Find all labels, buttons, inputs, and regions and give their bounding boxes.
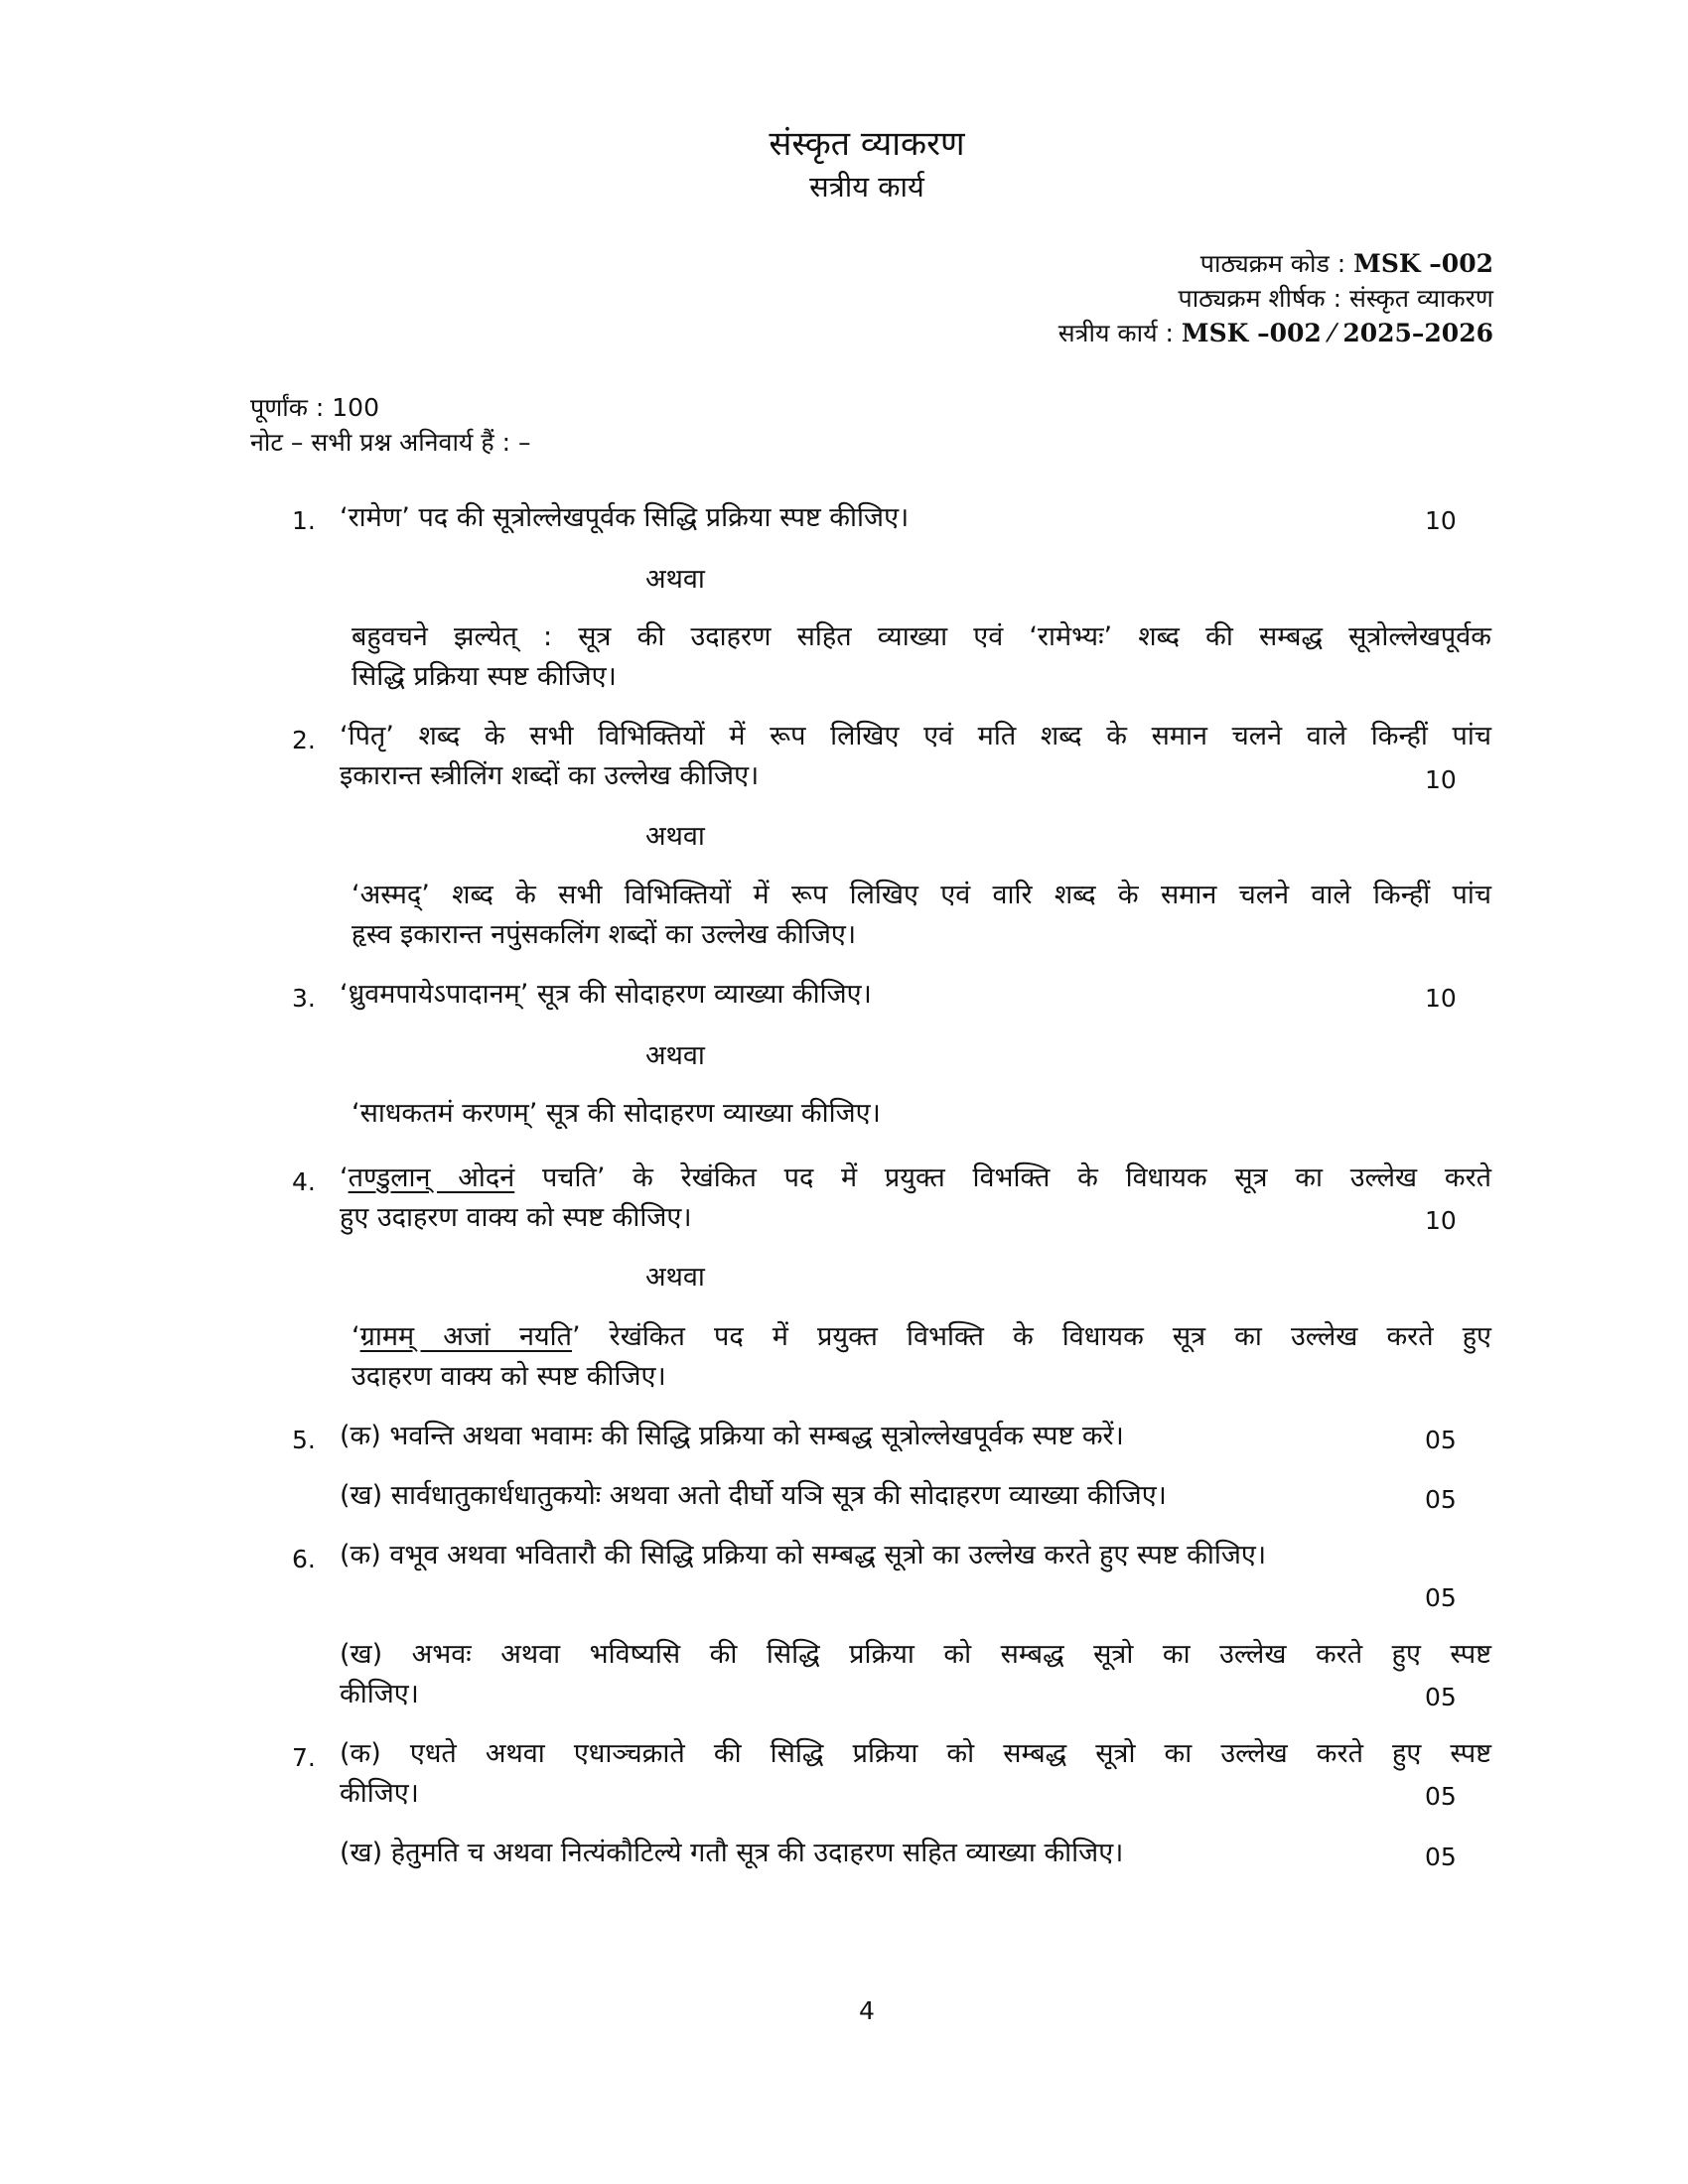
question-part: (ख) अभवः अथवा भविष्यसि की सिद्धि प्रक्रिया को सम्बद्ध सूत्रो का उल्लेख करते हुए स्पष्ट — [340, 1639, 1491, 1670]
question-alt-text — [352, 1323, 1491, 1350]
question-text: ‘पितृ’ शब्द के सभी विभिक्तियों में रूप लिखिए एवं मति शब्द के समान चलने वाले किन्हीं पांच — [340, 721, 1491, 751]
quote-mark: ‘ — [340, 1162, 349, 1193]
question-text: इकारान्त स्त्रीलिंग शब्दों का उल्लेख कीजिए। — [340, 760, 760, 791]
question-number: 3. — [292, 984, 316, 1013]
underlined-phrase: ग्रामम् अजां नयति — [359, 1321, 572, 1352]
question-number: 2. — [292, 726, 316, 754]
question-marks: 10 — [1425, 765, 1457, 794]
assignment-code — [1058, 321, 1493, 345]
question-part: कीजिए। — [340, 1778, 419, 1809]
question-alt-text: उदाहरण वाक्य को स्पष्ट कीजिए। — [352, 1361, 666, 1392]
question-marks: 05 — [1425, 1485, 1457, 1514]
question-number: 5. — [292, 1426, 316, 1454]
course-code-value: MSK –002 — [1353, 249, 1493, 278]
page-number: 4 — [859, 1996, 875, 2025]
question-text-rest: पचति’ के रेखंकित पद में प्रयुक्त विभक्ति के विधायक सूत्र का उल्लेख करते — [514, 1162, 1491, 1193]
question-alt-text: सिद्धि प्रक्रिया स्पष्ट कीजिए। — [352, 661, 617, 692]
question-part: (ख) हेतुमति च अथवा नित्यंकौटिल्ये गतौ सूत्र की उदाहरण सहित व्याख्या कीजिए। — [340, 1838, 1124, 1868]
page-title: संस्कृत व्याकरण — [769, 124, 965, 164]
question-marks: 05 — [1425, 1583, 1457, 1612]
question-alt-text: ‘अस्मद्’ शब्द के सभी विभिक्तियों में रूप लिखिए एवं वारि शब्द के समान चलने वाले किन्हीं पांच — [352, 880, 1491, 910]
question-marks: 05 — [1425, 1683, 1457, 1711]
assignment-label: सत्रीय कार्य : — [1057, 319, 1182, 347]
question-part: (क) एधते अथवा एधाञ्चक्राते की सिद्धि प्रक्रिया को सम्बद्ध सूत्रो का उल्लेख करते हुए स्पष्ट — [340, 1738, 1491, 1769]
question-part: (क) भवन्ति अथवा भवामः की सिद्धि प्रक्रिया को सम्बद्ध सूत्रोल्लेखपूर्वक स्पष्ट करें। — [340, 1421, 1124, 1451]
course-title: पाठ्यक्रम शीर्षक : संस्कृत व्याकरण — [1178, 284, 1493, 313]
question-part: (क) वभूव अथवा भवितारौ की सिद्धि प्रक्रिया को सम्बद्ध सूत्रो का उल्लेख करते हुए स्पष्ट कीजिए। — [340, 1540, 1267, 1570]
question-number: 6. — [292, 1545, 316, 1573]
question-text: ‘रामेण’ पद की सूत्रोल्लेखपूर्वक सिद्धि प्रक्रिया स्पष्ट कीजिए। — [340, 502, 910, 533]
question-part: कीजिए। — [340, 1679, 419, 1709]
course-code — [1200, 251, 1493, 276]
instructions-note: नोट – सभी प्रश्न अनिवार्य हैं : – — [250, 428, 531, 457]
question-alt-text: हृस्व इकारान्त नपुंसकलिंग शब्दों का उल्लेख कीजिए। — [352, 919, 857, 950]
question-marks: 05 — [1425, 1426, 1457, 1454]
quote-mark: ‘ — [352, 1321, 360, 1352]
assignment-code-suffix: –002 ⁄ 2025–2026 — [1248, 319, 1493, 347]
question-marks: 05 — [1425, 1782, 1457, 1811]
or-divider: अथवा — [645, 821, 705, 852]
question-alt-text-rest: ’ रेखंकित पद में प्रयुक्त विभक्ति के विधायक सूत्र का उल्लेख करते हुए — [572, 1321, 1491, 1352]
question-marks: 10 — [1425, 1206, 1457, 1235]
question-number: 4. — [292, 1167, 316, 1196]
question-number: 7. — [292, 1743, 316, 1772]
question-text: हुए उदाहरण वाक्य को स्पष्ट कीजिए। — [340, 1202, 692, 1233]
question-marks: 10 — [1425, 984, 1457, 1013]
page-subtitle: सत्रीय कार्य — [809, 170, 924, 204]
course-code-label: पाठ्यक्रम कोड : — [1199, 249, 1354, 278]
max-marks: पूर्णांक : 100 — [250, 393, 379, 422]
or-divider: अथवा — [645, 1040, 705, 1071]
question-marks: 10 — [1425, 506, 1457, 535]
question-alt-text: बहुवचने झल्येत् : सूत्र की उदाहरण सहित व्याख्या एवं ‘रामेभ्यः’ शब्द की सम्बद्ध सूत्रोल्लेखपूर्वक — [352, 621, 1491, 652]
question-alt-text: ‘साधकतमं करणम्’ सूत्र की सोदाहरण व्याख्या कीजिए। — [352, 1098, 881, 1129]
question-text: ‘ध्रुवमपायेऽपादानम्’ सूत्र की सोदाहरण व्याख्या कीजिए। — [340, 979, 872, 1010]
question-number: 1. — [292, 506, 316, 535]
underlined-phrase: तण्डुलान् ओदनं — [348, 1162, 515, 1193]
question-part: (ख) सार्वधातुकार्धधातुकयोः अथवा अतो दीर्घो यञि सूत्र की सोदाहरण व्याख्या कीजिए। — [340, 1480, 1167, 1511]
assignment-code-value: MSK — [1181, 319, 1249, 347]
question-text — [340, 1164, 1491, 1191]
question-marks: 05 — [1425, 1843, 1457, 1871]
or-divider: अथवा — [645, 1262, 705, 1293]
or-divider: अथवा — [645, 564, 705, 595]
